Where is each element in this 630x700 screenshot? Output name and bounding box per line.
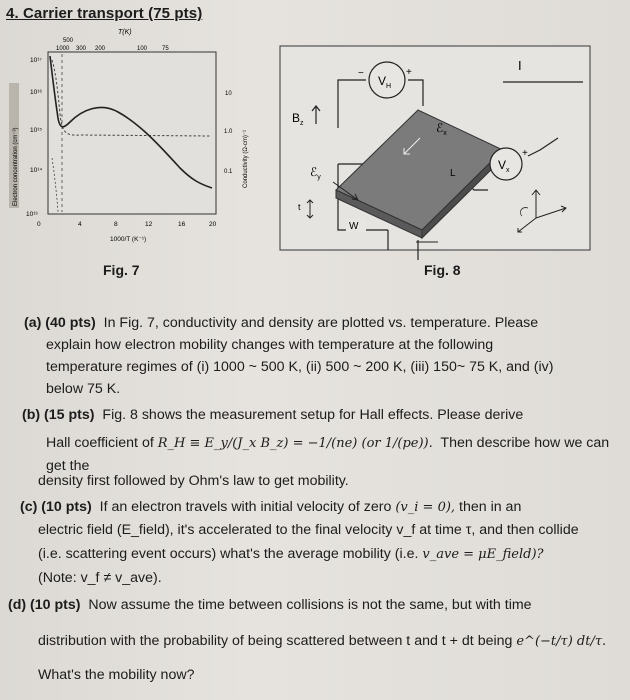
fig7-ylabel-left: Electron concentration (cm⁻³) [13,127,19,206]
fig7-bottom-tick: 12 [145,221,153,228]
fig7-top-axis-title: T(K) [118,29,132,36]
question-c-text1b: then in an [459,499,522,515]
question-d-text1: Now assume the time between collisions is not the same, but with time [88,597,532,613]
fig7-right-tick: 0.1 [224,169,233,175]
question-d-line1 [8,594,532,616]
fig7-left-tick: 10¹⁴ [30,167,43,174]
fig8-vh-plus: + [406,67,412,78]
fig8-vx-plus: + [522,148,528,159]
fig8-hall-setup [278,40,598,260]
question-b-text2a: Hall coefficient of [46,435,158,451]
fig7-bottom-tick: 0 [37,221,41,228]
fig7-bottom-tick: 20 [209,221,217,228]
fig7-frame [48,52,216,214]
question-b-text3: density first followed by Ohm's law to get mobility. [38,473,349,489]
question-c-text1a: If an electron travels with initial velocity of zero [99,499,392,515]
fig7-bottom-tick: 16 [178,221,186,228]
question-a-text2: explain how electron mobility changes with temperature at the following [46,337,494,353]
fig8-t-label: t [298,202,301,212]
fig8-l-label: L [450,168,456,179]
question-a-text3: temperature regimes of (i) 1000 ~ 500 K, (ii) 500 ~ 200 K, (iii) 150~ 75 K, and (iv) [46,359,554,375]
fig7-top-tick: 100 [137,46,148,52]
question-a-label: (a) (40 pts) [24,315,96,331]
initial-velocity-formula: (v_i = 0), [395,500,456,515]
fig7-top-tick: 500 [63,38,74,44]
fig8-ey-label: ℰ$_y$ [310,165,321,181]
question-a-text4: below 75 K. [46,381,121,397]
hall-coefficient-formula: R_H ≡ E_y/(J_x B_z) = −1/(ne) (or 1/(pe)). [157,436,433,451]
question-c-text2: electric field (E_field), it's accelerated to the final velocity v_f at time τ, and then collide [38,522,579,538]
fig7-left-tick: 10¹⁶ [30,89,43,96]
fig7-xlabel: 1000/T (K⁻¹) [110,236,147,243]
question-b-text2b: Then describe how we can get the [46,435,610,474]
question-d-text2a: distribution with the probability of being scattered between t and t + dt being [38,633,513,649]
fig7-left-tick: 10¹⁵ [30,127,43,134]
fig7-right-tick: 1.0 [224,129,233,135]
fig7-right-tick: 10 [225,91,232,97]
fig7-bottom-tick: 8 [114,221,118,228]
question-c-text4: (Note: v_f ≠ v_ave). [38,570,162,586]
fig8-w-label: W [349,221,359,232]
question-d-line2 [38,630,606,653]
fig7-ylabel-right: Conductivity (Ω-cm)⁻¹ [243,130,249,188]
question-b-text1: Fig. 8 shows the measurement setup for Hall effects. Please derive [102,407,524,423]
fig7-top-tick: 75 [162,46,169,52]
question-a-text1: In Fig. 7, conductivity and density are plotted vs. temperature. Please [103,315,539,331]
fig7-caption: Fig. 7 [103,262,140,278]
fig8-vh-meter [369,62,405,98]
question-c-line3 [38,543,544,566]
fig8-ex-label: ℰ$_x$ [436,121,447,137]
fig8-current-label: I [518,58,522,73]
question-a-line1 [24,312,538,334]
fig7-top-tick: 300 [76,46,87,52]
question-d-text3: What's the mobility now? [38,667,195,683]
fig7-bottom-tick: 4 [78,221,82,228]
question-c-label: (c) (10 pts) [20,499,92,515]
question-c-line1 [20,496,521,519]
question-b-line1 [22,404,523,426]
fig8-vh-minus: − [358,68,364,79]
fig8-bz-label: $B_z$ [292,111,304,127]
fig8-vx-symbol: $V_x$ [498,158,510,174]
fig8-caption: Fig. 8 [424,262,461,278]
scattering-probability-formula: e^(−t/τ) dt/τ. [516,634,607,649]
problem-heading: 4. Carrier transport (75 pts) [6,5,203,22]
fig7-left-tick: 10¹⁷ [30,57,42,64]
question-d-label: (d) (10 pts) [8,597,81,613]
fig7-plot [0,18,280,258]
fig8-vh-symbol: $V_H$ [378,74,392,90]
question-c-text3a: (i.e. scattering event occurs) what's the average mobility (i.e. [38,546,419,562]
fig7-top-tick: 200 [95,46,106,52]
fig7-top-tick: 1000 [56,46,70,52]
fig7-left-tick: 10¹³ [26,211,38,218]
question-b-label: (b) (15 pts) [22,407,95,423]
average-velocity-formula: v_ave = μE_field)? [422,547,544,562]
